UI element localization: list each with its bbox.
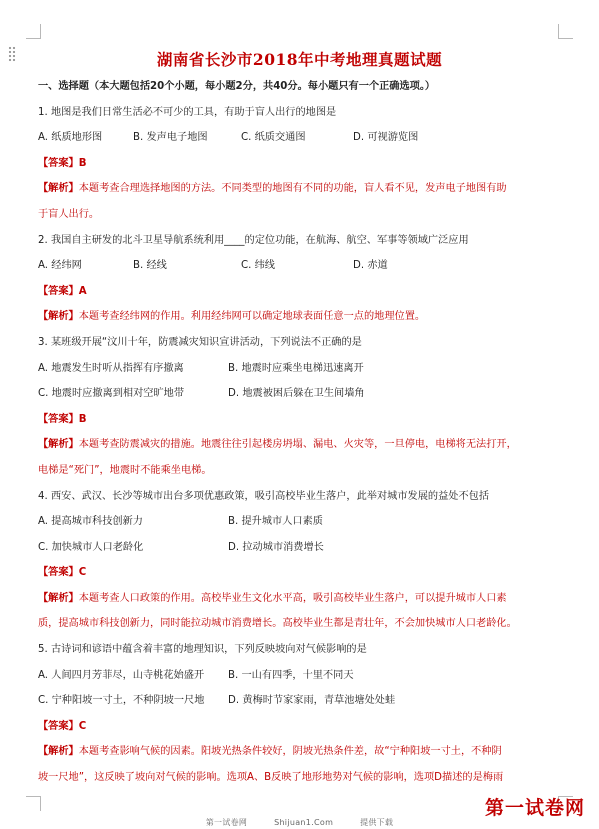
analysis-text: 本题考查合理选择地图的方法。不同类型的地图有不同的功能，盲人看不见，发声电子地图有助 [78,183,507,195]
analysis-text: 电梯是“死门”，地震时不能乘坐电梯。 [38,464,212,476]
analysis-label: 【解析】 [38,311,79,323]
option-row [38,125,568,151]
answer-line [38,714,568,740]
answer-option: B. 经线 [133,260,167,272]
question-stem: 5. 古诗词和谚语中蕴含着丰富的地理知识，下列反映坡向对气候影响的是 [38,644,367,656]
answer-value: C [78,567,87,579]
answer-line [38,151,568,177]
watermark-logo: 第一试卷网 [484,797,585,819]
answer-option: C. 纸质交通图 [241,132,306,144]
answer-option: C. 加快城市人口老龄化 [38,541,144,553]
option-row [38,688,568,714]
answer-option: A. 地震发生时听从指挥有序撤离 [38,362,184,374]
answer-option: B. 地震时应乘坐电梯迅速离开 [228,362,364,374]
answer-line [38,560,568,586]
page-corner-mark [558,24,573,39]
answer-line [38,407,568,433]
answer-option: B. 提升城市人口素质 [228,516,323,528]
analysis-line [38,458,568,484]
answer-value: B [78,157,87,169]
answer-option: C. 宁种阳坡一寸土，不种阴坡一尺地 [38,695,205,707]
document-body [38,74,568,791]
answer-option: D. 黄梅时节家家雨，青草池塘处处蛙 [228,695,396,707]
answer-label: 【答案】 [38,567,79,579]
analysis-text: 本题考查经纬网的作用。利用经纬网可以确定地球表面任意一点的地理位置。 [78,311,426,323]
answer-option: C. 纬线 [241,260,275,272]
answer-option: A. 经纬网 [38,260,82,272]
option-row [38,253,568,279]
analysis-line [38,202,568,228]
answer-option: D. 可视游览图 [353,132,419,144]
answer-label: 【答案】 [38,157,79,169]
analysis-line [38,432,568,458]
question-stem: 3. 某班级开展“汶川十年，防震减灾知识宣讲活动，下列说法不正确的是 [38,336,362,348]
analysis-line [38,176,568,202]
footer-center: Shijuan1.Com [274,818,334,827]
analysis-label: 【解析】 [38,183,79,195]
analysis-label: 【解析】 [38,746,79,758]
footer-right: 提供下载 [360,818,394,827]
option-row [38,356,568,382]
analysis-line [38,739,568,765]
answer-option: D. 赤道 [353,260,388,272]
answer-option: B. 一山有四季，十里不同天 [228,669,354,681]
analysis-line [38,586,568,612]
analysis-text: 本题考查人口政策的作用。高校毕业生文化水平高，吸引高校毕业生落户，可以提升城市人口素 [78,592,507,604]
option-row [38,663,568,689]
question-stem: 2. 我国自主研发的北斗卫星导航系统利用____的定位功能，在航海、航空、军事等领域广泛应用 [38,234,469,246]
analysis-text: 本题考查防震减灾的措施。地震往往引起楼房坍塌、漏电、火灾等，一旦停电，电梯将无法打开， [78,439,517,451]
analysis-label: 【解析】 [38,439,79,451]
analysis-text: 本题考查影响气候的因素。阳坡光热条件较好，阴坡光热条件差，故“宁种阳坡一寸土，不种阴 [78,746,502,758]
answer-line [38,279,568,305]
footer-left: 第一试卷网 [205,818,248,827]
page-corner-mark [26,796,41,811]
answer-option: C. 地震时应撤离到相对空旷地带 [38,388,185,400]
analysis-line [38,765,568,791]
analysis-line [38,611,568,637]
answer-option: A. 人间四月芳菲尽，山寺桃花始盛开 [38,669,205,681]
document-title: 湖南省长沙市2018年中考地理真题试题 [156,50,443,69]
analysis-text: 坡一尺地”，这反映了坡向对气候的影响。选项A、B反映了地形地势对气候的影响，选项D描述的是梅雨 [38,772,504,784]
question-stem: 1. 地图是我们日常生活必不可少的工具，有助于盲人出行的地图是 [38,106,337,118]
answer-option: A. 纸质地形图 [38,132,103,144]
question-stem: 4. 西安、武汉、长沙等城市出台多项优惠政策，吸引高校毕业生落户，此举对城市发展的益处不包括 [38,490,490,502]
answer-option: D. 地震被困后躲在卫生间墙角 [228,388,365,400]
answer-label: 【答案】 [38,413,79,425]
analysis-line [38,304,568,330]
option-row [38,381,568,407]
answer-label: 【答案】 [38,720,79,732]
page-corner-mark [26,24,41,39]
answer-option: D. 拉动城市消费增长 [228,541,324,553]
answer-option: A. 提高城市科技创新力 [38,516,143,528]
answer-value: A [78,285,87,297]
answer-value: B [78,413,87,425]
section-heading: 一、选择题（本大题包括20个小题，每小题2分，共40分。每小题只有一个正确选项。） [38,81,436,92]
analysis-text: 于盲人出行。 [38,208,100,220]
analysis-text: 质，提高城市科技创新力，同时能拉动城市消费增长。高校毕业生都是青壮年，不会加快城市人口老龄化。 [38,618,517,630]
analysis-label: 【解析】 [38,592,79,604]
answer-option: B. 发声电子地图 [133,132,208,144]
question-list [38,100,568,791]
option-row [38,509,568,535]
answer-value: C [78,720,87,732]
option-row [38,535,568,561]
answer-label: 【答案】 [38,285,79,297]
